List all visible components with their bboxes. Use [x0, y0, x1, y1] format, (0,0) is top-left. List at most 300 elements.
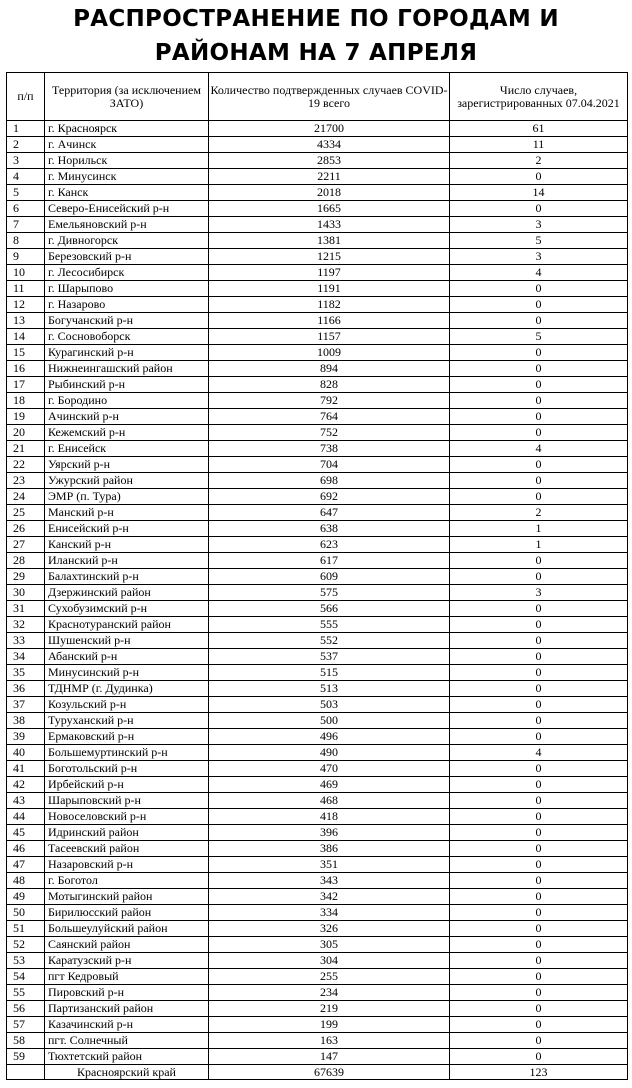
table-row	[7, 505, 628, 521]
table-row	[7, 265, 628, 281]
table-row	[7, 377, 628, 393]
row-number: 22	[7, 457, 45, 473]
total-cases-cell: 468	[209, 793, 450, 809]
total-cases-cell: 623	[209, 537, 450, 553]
row-number: 50	[7, 905, 45, 921]
territory-cell: Козульский р-н	[45, 697, 209, 713]
table-row	[7, 873, 628, 889]
territory-cell: г. Канск	[45, 185, 209, 201]
territory-cell: Сухобузимский р-н	[45, 601, 209, 617]
new-cases-cell: 14	[450, 185, 628, 201]
total-cases-cell: 147	[209, 1049, 450, 1065]
new-cases-cell: 4	[450, 265, 628, 281]
new-cases-cell: 0	[450, 1001, 628, 1017]
table-row	[7, 665, 628, 681]
total-cases-cell: 1009	[209, 345, 450, 361]
territory-cell: г. Лесосибирск	[45, 265, 209, 281]
total-cases-cell: 163	[209, 1033, 450, 1049]
new-cases-cell: 0	[450, 921, 628, 937]
row-number: 15	[7, 345, 45, 361]
new-cases-cell: 0	[450, 601, 628, 617]
total-cases-cell: 234	[209, 985, 450, 1001]
table-row	[7, 921, 628, 937]
total-cases-cell: 515	[209, 665, 450, 681]
total-cases-cell: 1215	[209, 249, 450, 265]
row-number: 27	[7, 537, 45, 553]
table-row	[7, 489, 628, 505]
row-number: 45	[7, 825, 45, 841]
total-cases-cell: 304	[209, 953, 450, 969]
table-row	[7, 281, 628, 297]
total-cases-cell: 470	[209, 761, 450, 777]
row-number: 25	[7, 505, 45, 521]
row-number: 49	[7, 889, 45, 905]
table-row	[7, 601, 628, 617]
new-cases-cell: 0	[450, 825, 628, 841]
table-row	[7, 393, 628, 409]
page-title-line-2: РАЙОНАМ НА 7 АПРЕЛЯ	[154, 40, 478, 66]
territory-cell: Идринский район	[45, 825, 209, 841]
territory-cell: Каратузский р-н	[45, 953, 209, 969]
total-cases-cell: 4334	[209, 137, 450, 153]
table-row	[7, 569, 628, 585]
row-number: 2	[7, 137, 45, 153]
row-number: 8	[7, 233, 45, 249]
territory-cell: Балахтинский р-н	[45, 569, 209, 585]
row-number: 36	[7, 681, 45, 697]
table-row	[7, 457, 628, 473]
total-cases-cell: 792	[209, 393, 450, 409]
row-number: 38	[7, 713, 45, 729]
territory-cell: Ачинский р-н	[45, 409, 209, 425]
new-cases-cell: 0	[450, 761, 628, 777]
row-number: 18	[7, 393, 45, 409]
territory-cell: Ирбейский р-н	[45, 777, 209, 793]
row-number: 32	[7, 617, 45, 633]
table-row	[7, 153, 628, 169]
row-number: 43	[7, 793, 45, 809]
total-cases-cell: 496	[209, 729, 450, 745]
new-cases-cell: 0	[450, 889, 628, 905]
total-cases-cell: 255	[209, 969, 450, 985]
table-row	[7, 585, 628, 601]
new-cases-cell: 0	[450, 297, 628, 313]
total-cases-cell: 351	[209, 857, 450, 873]
total-cases-cell: 1197	[209, 265, 450, 281]
total-cases-cell: 828	[209, 377, 450, 393]
row-number: 57	[7, 1017, 45, 1033]
new-cases-cell: 4	[450, 745, 628, 761]
territory-cell: Ужурский район	[45, 473, 209, 489]
territory-cell: Большемуртинский р-н	[45, 745, 209, 761]
new-cases-cell: 3	[450, 217, 628, 233]
new-cases-cell: 0	[450, 1049, 628, 1065]
territory-cell: г. Шарыпово	[45, 281, 209, 297]
row-number: 39	[7, 729, 45, 745]
new-cases-cell: 0	[450, 1033, 628, 1049]
new-cases-cell: 0	[450, 873, 628, 889]
table-row	[7, 905, 628, 921]
table-row	[7, 697, 628, 713]
row-number: 47	[7, 857, 45, 873]
row-number: 41	[7, 761, 45, 777]
new-cases-cell: 0	[450, 201, 628, 217]
territory-cell: Иланский р-н	[45, 553, 209, 569]
territory-cell: Нижнеингашский район	[45, 361, 209, 377]
territory-cell: г. Назарово	[45, 297, 209, 313]
row-number: 26	[7, 521, 45, 537]
territory-cell: г. Ачинск	[45, 137, 209, 153]
new-cases-cell: 0	[450, 953, 628, 969]
row-number: 56	[7, 1001, 45, 1017]
new-cases-cell: 0	[450, 665, 628, 681]
total-cases-cell: 343	[209, 873, 450, 889]
total-cases-sum: 67639	[209, 1065, 450, 1080]
table-row	[7, 1017, 628, 1033]
row-number: 17	[7, 377, 45, 393]
new-cases-cell: 0	[450, 841, 628, 857]
table-row	[7, 249, 628, 265]
table-row	[7, 985, 628, 1001]
covid-cases-table	[6, 72, 628, 1080]
total-cases-cell: 894	[209, 361, 450, 377]
new-cases-cell: 0	[450, 681, 628, 697]
total-cases-cell: 334	[209, 905, 450, 921]
territory-cell: Минусинский р-н	[45, 665, 209, 681]
table-row	[7, 1033, 628, 1049]
table-row	[7, 713, 628, 729]
new-cases-cell: 11	[450, 137, 628, 153]
new-cases-cell: 0	[450, 937, 628, 953]
row-number: 53	[7, 953, 45, 969]
table-row	[7, 889, 628, 905]
row-number: 6	[7, 201, 45, 217]
row-number: 37	[7, 697, 45, 713]
new-cases-cell: 0	[450, 489, 628, 505]
new-cases-cell: 0	[450, 377, 628, 393]
row-number: 4	[7, 169, 45, 185]
total-row	[7, 1065, 628, 1080]
table-row	[7, 297, 628, 313]
table-row	[7, 777, 628, 793]
row-number: 24	[7, 489, 45, 505]
total-cases-cell: 2853	[209, 153, 450, 169]
new-cases-cell: 0	[450, 633, 628, 649]
total-cases-cell: 219	[209, 1001, 450, 1017]
territory-cell: Казачинский р-н	[45, 1017, 209, 1033]
table-row	[7, 649, 628, 665]
table-row	[7, 441, 628, 457]
table-row	[7, 681, 628, 697]
new-cases-cell: 0	[450, 361, 628, 377]
new-cases-cell: 0	[450, 281, 628, 297]
territory-cell: Шушенский р-н	[45, 633, 209, 649]
row-number: 1	[7, 121, 45, 137]
total-cases-cell: 326	[209, 921, 450, 937]
territory-cell: Енисейский р-н	[45, 521, 209, 537]
total-cases-cell: 1191	[209, 281, 450, 297]
new-cases-cell: 0	[450, 617, 628, 633]
table-row	[7, 329, 628, 345]
territory-cell: Кежемский р-н	[45, 425, 209, 441]
table-row	[7, 233, 628, 249]
total-cases-cell: 1182	[209, 297, 450, 313]
total-cases-cell: 555	[209, 617, 450, 633]
table-row	[7, 425, 628, 441]
row-number: 34	[7, 649, 45, 665]
table-row	[7, 809, 628, 825]
new-cases-cell: 0	[450, 793, 628, 809]
territory-cell: Назаровский р-н	[45, 857, 209, 873]
new-cases-cell: 0	[450, 649, 628, 665]
total-cases-cell: 638	[209, 521, 450, 537]
row-number: 40	[7, 745, 45, 761]
row-number: 28	[7, 553, 45, 569]
total-cases-cell: 500	[209, 713, 450, 729]
territory-cell: Абанский р-н	[45, 649, 209, 665]
total-cases-cell: 503	[209, 697, 450, 713]
table-row	[7, 617, 628, 633]
total-cases-cell: 1433	[209, 217, 450, 233]
total-cases-cell: 305	[209, 937, 450, 953]
row-number: 59	[7, 1049, 45, 1065]
new-cases-cell: 4	[450, 441, 628, 457]
row-number: 9	[7, 249, 45, 265]
territory-cell: г. Норильск	[45, 153, 209, 169]
row-number: 12	[7, 297, 45, 313]
total-cases-cell: 199	[209, 1017, 450, 1033]
total-cases-cell: 2018	[209, 185, 450, 201]
territory-cell: г. Минусинск	[45, 169, 209, 185]
total-cases-cell: 692	[209, 489, 450, 505]
row-number: 35	[7, 665, 45, 681]
row-number: 14	[7, 329, 45, 345]
new-cases-cell: 0	[450, 409, 628, 425]
row-number: 30	[7, 585, 45, 601]
territory-cell: Ермаковский р-н	[45, 729, 209, 745]
row-number: 52	[7, 937, 45, 953]
table-row	[7, 1001, 628, 1017]
territory-cell: Большеулуйский район	[45, 921, 209, 937]
header-new-cases: Число случаев, зарегистрированных 07.04.2021	[450, 73, 628, 121]
total-cases-cell: 537	[209, 649, 450, 665]
row-number: 46	[7, 841, 45, 857]
territory-cell: г. Бородино	[45, 393, 209, 409]
territory-cell: Пировский р-н	[45, 985, 209, 1001]
total-cases-cell: 1665	[209, 201, 450, 217]
new-cases-sum: 123	[450, 1065, 628, 1080]
territory-cell: Тюхтетский район	[45, 1049, 209, 1065]
territory-cell: г. Дивногорск	[45, 233, 209, 249]
table-row	[7, 313, 628, 329]
table-row	[7, 121, 628, 137]
table-row	[7, 537, 628, 553]
territory-cell: ЭМР (п. Тура)	[45, 489, 209, 505]
new-cases-cell: 0	[450, 857, 628, 873]
territory-cell: ТДНМР (г. Дудинка)	[45, 681, 209, 697]
territory-cell: Богучанский р-н	[45, 313, 209, 329]
new-cases-cell: 0	[450, 713, 628, 729]
table-row	[7, 521, 628, 537]
territory-cell: Емельяновский р-н	[45, 217, 209, 233]
territory-cell: пгт Кедровый	[45, 969, 209, 985]
territory-cell: Тасеевский район	[45, 841, 209, 857]
new-cases-cell: 0	[450, 425, 628, 441]
territory-cell: Мотыгинский район	[45, 889, 209, 905]
total-cases-cell: 1381	[209, 233, 450, 249]
table-row	[7, 361, 628, 377]
new-cases-cell: 0	[450, 777, 628, 793]
territory-cell: Бирилюсский район	[45, 905, 209, 921]
territory-cell: пгт. Солнечный	[45, 1033, 209, 1049]
new-cases-cell: 0	[450, 905, 628, 921]
new-cases-cell: 61	[450, 121, 628, 137]
territory-cell: Уярский р-н	[45, 457, 209, 473]
territory-cell: Канский р-н	[45, 537, 209, 553]
total-row-number	[7, 1065, 45, 1080]
page-title	[0, 2, 632, 70]
table-row	[7, 857, 628, 873]
total-cases-cell: 2211	[209, 169, 450, 185]
new-cases-cell: 3	[450, 585, 628, 601]
row-number: 19	[7, 409, 45, 425]
total-cases-cell: 469	[209, 777, 450, 793]
row-number: 20	[7, 425, 45, 441]
row-number: 54	[7, 969, 45, 985]
row-number: 3	[7, 153, 45, 169]
new-cases-cell: 0	[450, 729, 628, 745]
row-number: 55	[7, 985, 45, 1001]
new-cases-cell: 2	[450, 153, 628, 169]
row-number: 11	[7, 281, 45, 297]
row-number: 51	[7, 921, 45, 937]
table-row	[7, 473, 628, 489]
new-cases-cell: 0	[450, 697, 628, 713]
territory-cell: Березовский р-н	[45, 249, 209, 265]
territory-cell: г. Боготол	[45, 873, 209, 889]
new-cases-cell: 0	[450, 473, 628, 489]
table-row	[7, 745, 628, 761]
row-number: 5	[7, 185, 45, 201]
new-cases-cell: 0	[450, 169, 628, 185]
page-title-line-1: РАСПРОСТРАНЕНИЕ ПО ГОРОДАМ И	[73, 6, 559, 32]
new-cases-cell: 1	[450, 537, 628, 553]
total-cases-cell: 490	[209, 745, 450, 761]
territory-cell: Дзержинский район	[45, 585, 209, 601]
territory-cell: Краснотуранский район	[45, 617, 209, 633]
new-cases-cell: 0	[450, 345, 628, 361]
total-cases-cell: 1166	[209, 313, 450, 329]
total-cases-cell: 342	[209, 889, 450, 905]
total-cases-cell: 698	[209, 473, 450, 489]
total-cases-cell: 552	[209, 633, 450, 649]
row-number: 10	[7, 265, 45, 281]
new-cases-cell: 1	[450, 521, 628, 537]
territory-cell: г. Красноярск	[45, 121, 209, 137]
territory-cell: Новоселовский р-н	[45, 809, 209, 825]
table-row	[7, 841, 628, 857]
territory-cell: Манский р-н	[45, 505, 209, 521]
table-row	[7, 201, 628, 217]
total-cases-cell: 738	[209, 441, 450, 457]
total-cases-cell: 647	[209, 505, 450, 521]
row-number: 33	[7, 633, 45, 649]
total-cases-cell: 566	[209, 601, 450, 617]
new-cases-cell: 0	[450, 553, 628, 569]
new-cases-cell: 5	[450, 329, 628, 345]
total-territory: Красноярский край	[45, 1065, 209, 1080]
row-number: 58	[7, 1033, 45, 1049]
new-cases-cell: 0	[450, 1017, 628, 1033]
total-cases-cell: 513	[209, 681, 450, 697]
table-body	[7, 121, 628, 1065]
total-cases-cell: 764	[209, 409, 450, 425]
table-header-row	[7, 73, 628, 121]
table-row	[7, 793, 628, 809]
new-cases-cell: 0	[450, 313, 628, 329]
table-row	[7, 969, 628, 985]
territory-cell: Северо-Енисейский р-н	[45, 201, 209, 217]
row-number: 31	[7, 601, 45, 617]
header-total-cases: Количество подтвержденных случаев COVID-19 всего	[209, 73, 450, 121]
territory-cell: Рыбинский р-н	[45, 377, 209, 393]
new-cases-cell: 3	[450, 249, 628, 265]
total-cases-cell: 1157	[209, 329, 450, 345]
total-cases-cell: 609	[209, 569, 450, 585]
new-cases-cell: 5	[450, 233, 628, 249]
table-row	[7, 409, 628, 425]
row-number: 42	[7, 777, 45, 793]
territory-cell: Саянский район	[45, 937, 209, 953]
row-number: 48	[7, 873, 45, 889]
total-cases-cell: 418	[209, 809, 450, 825]
territory-cell: Туруханский р-н	[45, 713, 209, 729]
header-territory: Территория (за исключением ЗАТО)	[45, 73, 209, 121]
total-cases-cell: 396	[209, 825, 450, 841]
table-row	[7, 1049, 628, 1065]
new-cases-cell: 0	[450, 569, 628, 585]
total-cases-cell: 386	[209, 841, 450, 857]
row-number: 23	[7, 473, 45, 489]
table-row	[7, 137, 628, 153]
territory-cell: Шарыповский р-н	[45, 793, 209, 809]
new-cases-cell: 0	[450, 969, 628, 985]
new-cases-cell: 0	[450, 457, 628, 473]
territory-cell: Боготольский р-н	[45, 761, 209, 777]
territory-cell: г. Сосновоборск	[45, 329, 209, 345]
table-row	[7, 937, 628, 953]
territory-cell: Курагинский р-н	[45, 345, 209, 361]
table-row	[7, 761, 628, 777]
table-row	[7, 169, 628, 185]
new-cases-cell: 0	[450, 809, 628, 825]
table-row	[7, 553, 628, 569]
total-cases-cell: 575	[209, 585, 450, 601]
total-cases-cell: 617	[209, 553, 450, 569]
row-number: 7	[7, 217, 45, 233]
table-row	[7, 729, 628, 745]
table-row	[7, 345, 628, 361]
header-row-number: п/п	[7, 73, 45, 121]
row-number: 13	[7, 313, 45, 329]
row-number: 16	[7, 361, 45, 377]
total-cases-cell: 704	[209, 457, 450, 473]
row-number: 44	[7, 809, 45, 825]
table-row	[7, 217, 628, 233]
row-number: 29	[7, 569, 45, 585]
table-row	[7, 825, 628, 841]
territory-cell: Партизанский район	[45, 1001, 209, 1017]
